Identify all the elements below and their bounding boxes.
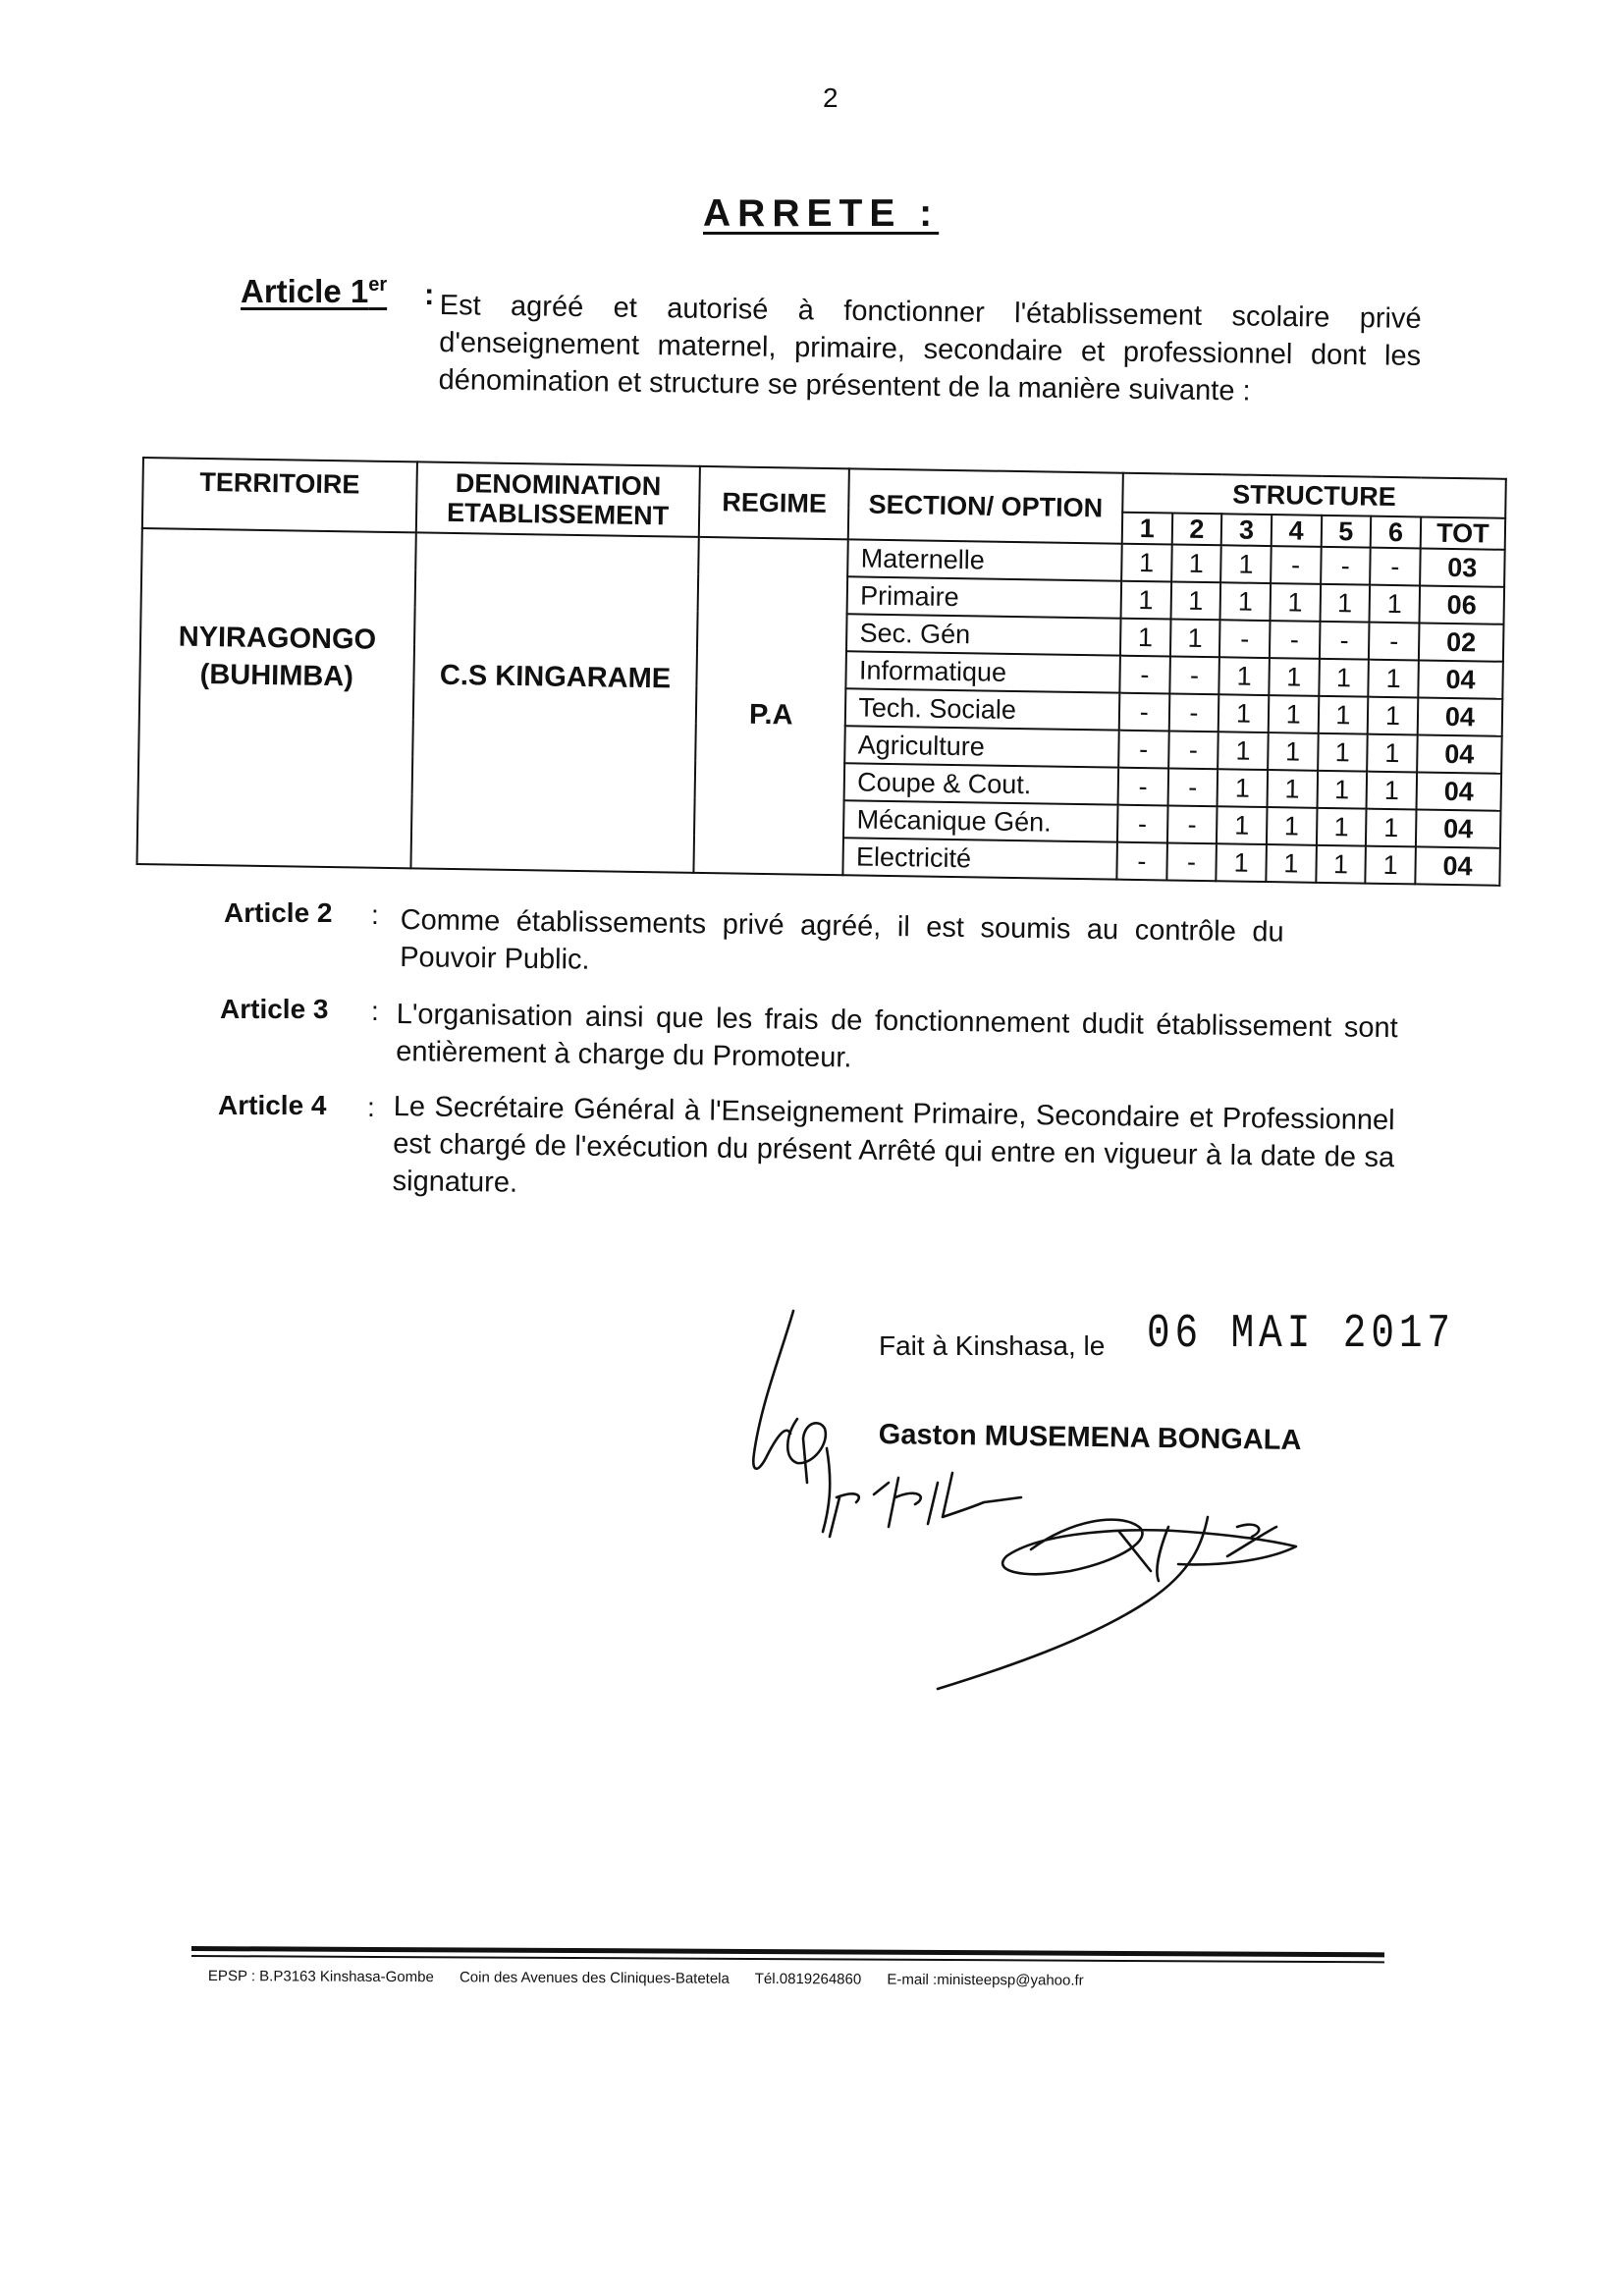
total-cell: 04 — [1418, 660, 1503, 698]
structure-cell: 1 — [1220, 545, 1271, 583]
structure-cell: - — [1166, 842, 1217, 881]
header-year-4: 4 — [1272, 515, 1322, 547]
structure-cell: - — [1167, 768, 1218, 806]
structure-cell: 1 — [1367, 772, 1417, 810]
structure-cell: 1 — [1318, 696, 1368, 734]
header-year-2: 2 — [1171, 513, 1221, 545]
article-3-text: L'organisation ainsi que les frais de fonctionnement dudit établissement sont entièrement à charge du Promoteur. — [395, 998, 1398, 1074]
total-cell: 04 — [1418, 697, 1503, 735]
date-stamp: 06 MAI 2017 — [1147, 1308, 1455, 1361]
structure-cell: 1 — [1121, 544, 1171, 582]
article-1-colon: : — [424, 277, 435, 311]
structure-cell: - — [1319, 622, 1369, 660]
structure-cell: - — [1219, 620, 1270, 658]
structure-cell: 1 — [1170, 581, 1220, 620]
article-1-text: Est agréé et autorisé à fonctionner l'établissement scolaire privé d'enseignement maternel, primaire, secondaire et professionnel dont les dénomination et structure se présentent de la manière suivante : — [438, 289, 1422, 407]
structure-cell: 1 — [1367, 734, 1417, 773]
structure-cell: 1 — [1220, 582, 1271, 621]
structure-cell: 1 — [1170, 619, 1220, 657]
structure-cell: 1 — [1368, 697, 1418, 735]
structure-cell: - — [1370, 548, 1420, 586]
total-cell: 04 — [1415, 846, 1500, 885]
structure-cell: - — [1369, 623, 1419, 661]
structure-cell: 1 — [1120, 619, 1170, 657]
section-cell: Maternelle — [847, 539, 1121, 580]
total-cell: 03 — [1420, 548, 1505, 586]
header-regime: REGIME — [699, 466, 849, 539]
article-3-colon: : — [371, 996, 379, 1026]
header-section: SECTION/ OPTION — [848, 468, 1123, 543]
structure-cell: 1 — [1269, 658, 1319, 696]
article-2-colon: : — [371, 899, 379, 930]
header-denomination: DENOMINATION ETABLISSEMENT — [415, 461, 700, 537]
structure-cell: 1 — [1218, 732, 1268, 770]
footer-address: EPSP : B.P3163 Kinshasa-Gombe — [207, 1968, 434, 1986]
article-1-label-sup: er — [368, 274, 388, 296]
structure-cell: 1 — [1267, 770, 1317, 808]
signer-name: Gaston MUSEMENA BONGALA — [878, 1419, 1302, 1457]
section-cell: Primaire — [847, 576, 1121, 618]
article-2-text: Comme établissements privé agréé, il est soumis au contrôle du Pouvoir Public. — [399, 903, 1284, 976]
footer-street: Coin des Avenues des Cliniques-Batetela — [459, 1969, 730, 1987]
structure-table-wrap — [135, 457, 1506, 887]
structure-cell: 1 — [1320, 584, 1370, 623]
section-cell: Tech. Sociale — [845, 688, 1119, 730]
article-4-label: Article 4 — [218, 1090, 327, 1120]
structure-table-body — [136, 528, 1504, 886]
structure-cell: 1 — [1120, 581, 1170, 620]
total-cell: 04 — [1416, 772, 1501, 810]
section-cell: Sec. Gén — [846, 614, 1120, 655]
structure-cell: - — [1118, 731, 1168, 769]
structure-table — [135, 457, 1506, 887]
header-territoire: TERRITOIRE — [142, 458, 417, 532]
header-structure: STRUCTURE — [1122, 473, 1506, 518]
structure-cell: - — [1271, 546, 1321, 584]
header-year-6: 6 — [1371, 516, 1421, 549]
article-1-label — [241, 273, 387, 310]
structure-cell: - — [1270, 621, 1320, 659]
total-cell: 02 — [1419, 623, 1504, 661]
structure-cell: 1 — [1366, 846, 1416, 885]
structure-cell: - — [1116, 842, 1166, 881]
structure-cell: 1 — [1316, 808, 1366, 846]
header-year-3: 3 — [1221, 514, 1272, 546]
structure-cell: - — [1119, 693, 1169, 732]
denomination-cell: C.S KINGARAME — [410, 532, 699, 872]
article-1-label-text: Article 1 — [241, 273, 369, 309]
header-year-1: 1 — [1122, 513, 1172, 545]
section-cell: Electricité — [843, 838, 1117, 879]
territoire-cell: NYIRAGONGO (BUHIMBA) — [136, 528, 415, 868]
structure-cell: 1 — [1217, 843, 1267, 882]
structure-cell: 1 — [1218, 694, 1269, 732]
article-3-label: Article 3 — [220, 994, 329, 1024]
structure-cell: - — [1169, 656, 1219, 694]
header-tot: TOT — [1421, 516, 1506, 549]
total-cell: 04 — [1417, 734, 1502, 773]
structure-cell: 1 — [1268, 732, 1318, 771]
total-cell: 06 — [1419, 585, 1504, 624]
footer — [208, 1968, 1106, 1989]
structure-cell: - — [1321, 547, 1371, 585]
article-2-label: Article 2 — [224, 897, 333, 928]
structure-cell: 1 — [1270, 583, 1320, 622]
structure-cell: 1 — [1317, 771, 1367, 809]
structure-cell: 1 — [1318, 733, 1368, 772]
footer-phone: Tél.0819264860 — [754, 1970, 862, 1988]
structure-cell: - — [1119, 656, 1169, 694]
structure-cell: 1 — [1269, 695, 1319, 733]
structure-cell: - — [1117, 768, 1167, 806]
structure-cell: - — [1168, 731, 1218, 769]
structure-cell: 1 — [1267, 807, 1317, 845]
structure-cell: 1 — [1319, 659, 1369, 697]
signature-place: Fait à Kinshasa, le — [879, 1330, 1106, 1361]
structure-cell: 1 — [1369, 660, 1419, 698]
structure-cell: - — [1117, 805, 1167, 843]
total-cell: 04 — [1416, 809, 1501, 847]
article-4-colon: : — [367, 1092, 375, 1122]
structure-cell: - — [1167, 805, 1218, 843]
structure-cell: - — [1168, 693, 1218, 732]
structure-cell: 1 — [1218, 769, 1268, 807]
article-4-text: Le Secrétaire Général à l'Enseignement Primaire, Secondaire et Professionnel est chargé de l'exécution du présent Arrêté qui entre en vigueur à la date de sa signature. — [392, 1090, 1395, 1199]
document-title: ARRETE : — [703, 192, 940, 235]
header-year-5: 5 — [1321, 515, 1371, 548]
regime-cell: P.A — [694, 537, 848, 875]
structure-cell: 1 — [1266, 844, 1316, 883]
section-cell: Mécanique Gén. — [843, 800, 1117, 841]
structure-cell: 1 — [1217, 806, 1267, 844]
structure-cell: 1 — [1219, 657, 1270, 695]
structure-cell: 1 — [1370, 585, 1420, 624]
page-number: 2 — [823, 82, 839, 113]
section-cell: Coupe & Cout. — [844, 763, 1118, 804]
section-cell: Informatique — [846, 651, 1120, 692]
structure-cell: 1 — [1316, 845, 1366, 884]
section-cell: Agriculture — [844, 726, 1118, 767]
structure-cell: 1 — [1366, 809, 1416, 847]
footer-email: E-mail :ministeepsp@yahoo.fr — [887, 1971, 1084, 1989]
structure-cell: 1 — [1171, 544, 1221, 582]
